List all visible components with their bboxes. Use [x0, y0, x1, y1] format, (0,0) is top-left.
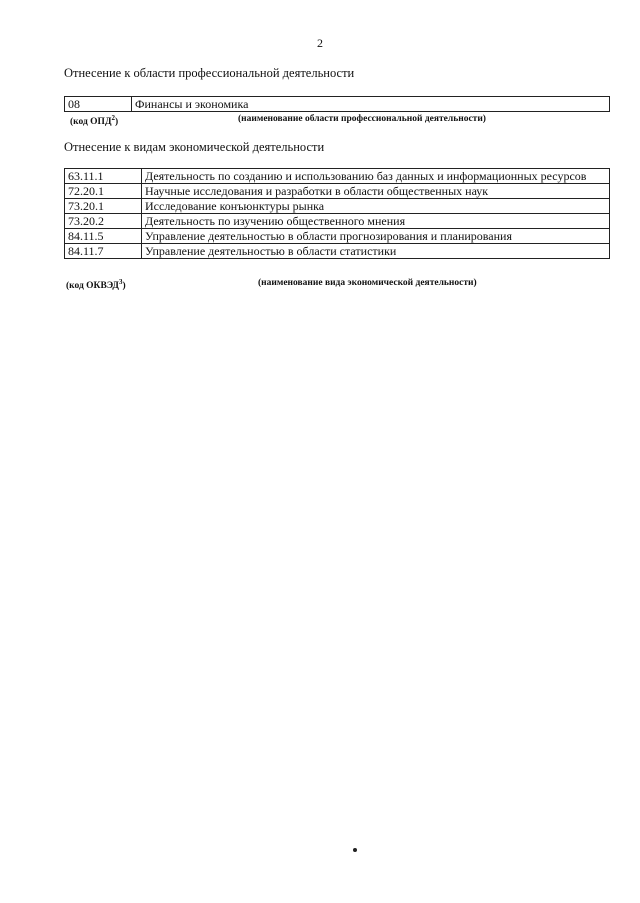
- okved-code-cell: 73.20.2: [65, 214, 142, 229]
- opd-name-cell: Финансы и экономика: [132, 97, 610, 112]
- table-row: [65, 214, 610, 229]
- okved-name-cell: Исследование конъюнктуры рынка: [142, 199, 610, 214]
- okved-code-cell: 84.11.5: [65, 229, 142, 244]
- opd-code-caption-end: ): [114, 117, 119, 128]
- table-row: [65, 229, 610, 244]
- okved-name-cell: Научные исследования и разработки в области общественных наук: [142, 184, 610, 199]
- okved-code-cell: 73.20.1: [65, 199, 142, 214]
- table-row: [65, 244, 610, 259]
- okved-code-cell: 84.11.7: [65, 244, 142, 259]
- okved-code-caption-text: (код ОКВЭД: [66, 281, 119, 292]
- okved-code-cell: 63.11.1: [65, 169, 142, 184]
- okved-name-cell: Управление деятельностью в области прогнозирования и планирования: [142, 229, 610, 244]
- table-row: [65, 199, 610, 214]
- okved-code-caption-end: ): [122, 281, 126, 292]
- page-number: 2: [317, 36, 323, 50]
- okved-code-cell: 72.20.1: [65, 184, 142, 199]
- opd-heading: Отнесение к области профессиональной деятельности: [64, 66, 355, 80]
- okved-name-cell: Управление деятельностью в области статистики: [142, 244, 610, 259]
- opd-code-caption-text: (код ОПД: [70, 117, 112, 128]
- opd-code-cell: 08: [65, 97, 132, 112]
- okved-heading: Отнесение к видам экономической деятельности: [64, 140, 325, 154]
- scan-dot-mark: [353, 848, 357, 852]
- okved-code-caption: [66, 278, 126, 291]
- table-row: [65, 184, 610, 199]
- table-row: [65, 169, 610, 184]
- opd-table: [64, 96, 610, 112]
- table-row: [65, 97, 610, 112]
- okved-name-cell: Деятельность по созданию и использованию баз данных и информационных ресурсов: [142, 169, 610, 184]
- opd-footnote-marker: 2: [111, 114, 115, 122]
- opd-code-caption: [70, 114, 118, 127]
- okved-table: [64, 168, 610, 259]
- okved-name-caption: (наименование вида экономической деятельности): [258, 278, 477, 288]
- okved-name-cell: Деятельность по изучению общественного мнения: [142, 214, 610, 229]
- okved-footnote-marker: 3: [118, 278, 123, 286]
- opd-name-caption: (наименование области профессиональной деятельности): [238, 114, 486, 124]
